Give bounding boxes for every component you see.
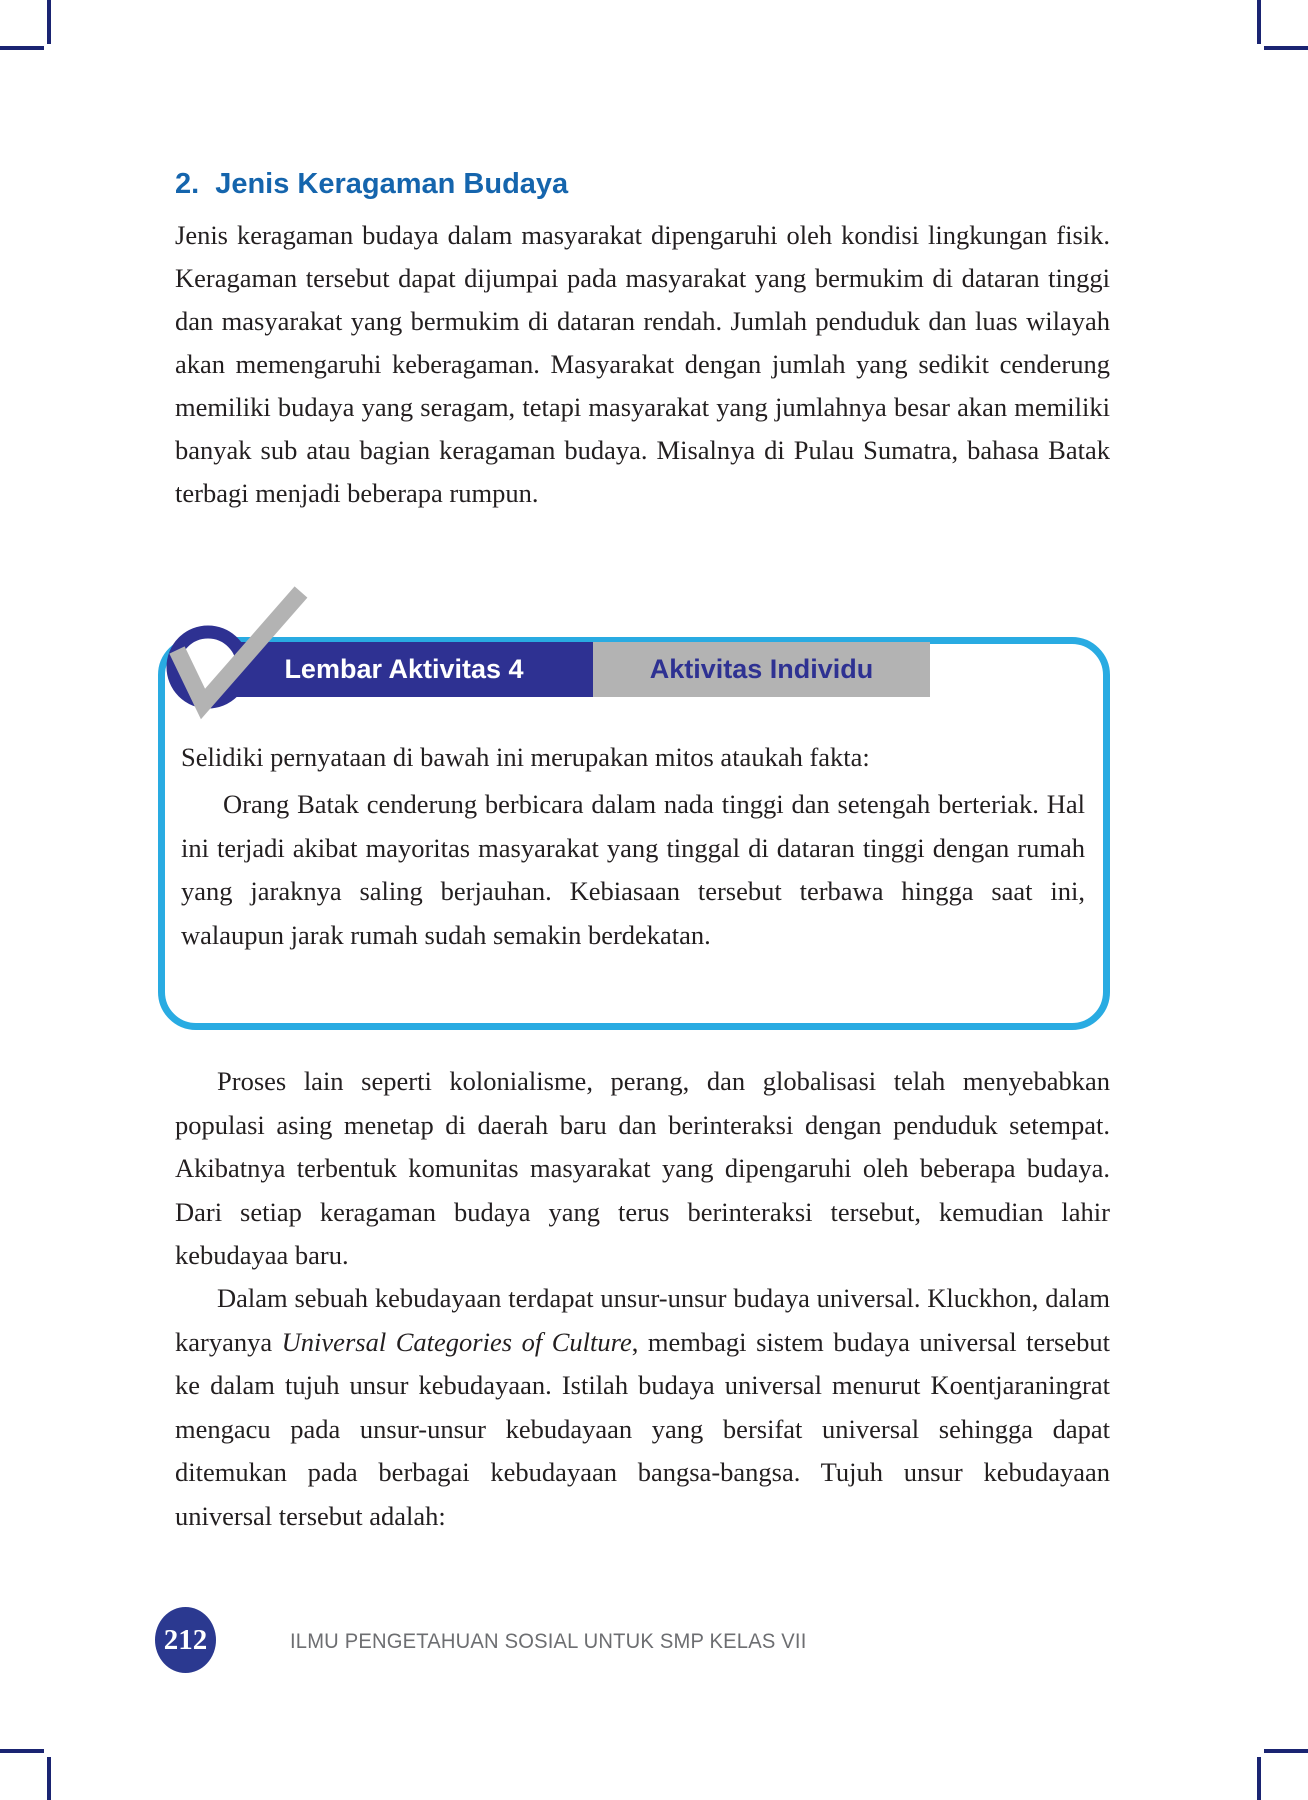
- activity-banner-primary-label: Lembar Aktivitas 4: [284, 654, 524, 684]
- page-number-badge: [155, 1607, 216, 1673]
- corner-mark-top-left: [47, 0, 51, 44]
- paragraph-unsur-budaya: [175, 1277, 1110, 1538]
- activity-statement: Orang Batak cenderung berbicara dalam nada tinggi dan setengah berteriak. Hal ini terjadi akibat mayoritas masyarakat yang tinggal di dataran tinggi dengan rumah yang jaraknya saling berjauhan. Kebiasaan tersebut terbawa hingga saat ini, walaupun jarak rumah sudah semakin berdekatan.: [181, 789, 1085, 950]
- section-heading: [175, 168, 1110, 201]
- corner-mark-bottom-left: [47, 1757, 51, 1800]
- activity-intro: Selidiki pernyataan di bawah ini merupakan mitos ataukah fakta:: [181, 742, 870, 772]
- section-title: Jenis Keragaman Budaya: [215, 168, 569, 200]
- book-title-italic: Universal Categories of Culture: [281, 1326, 632, 1357]
- footer-book-title: ILMU PENGETAHUAN SOSIAL UNTUK SMP KELAS VII: [290, 1630, 807, 1653]
- corner-mark-bottom-right: [1257, 1757, 1261, 1800]
- paragraph-proses-lain: Proses lain seperti kolonialisme, perang, dan globalisasi telah menyebabkan populasi asing menetap di daerah baru dan berinteraksi dengan penduduk setempat. Akibatnya terbentuk komunitas masyarakat yang dipengaruhi oleh beberapa budaya. Dari setiap keragaman budaya yang terus berinteraksi tersebut, kemudian lahir kebudayaa baru.: [175, 1066, 1110, 1270]
- activity-banner-secondary-label: Aktivitas Individu: [649, 654, 874, 684]
- check-circle-icon: [153, 582, 313, 724]
- page-number: 212: [163, 1623, 208, 1656]
- activity-banner: [215, 642, 930, 697]
- paragraph-jenis-keragaman: Jenis keragaman budaya dalam masyarakat dipengaruhi oleh kondisi lingkungan fisik. Keragaman tersebut dapat dijumpai pada masyarakat yang bermukim di dataran tinggi dan masyarakat yang bermukim di dataran rendah. Jumlah penduduk dan luas wilayah akan memengaruhi keberagaman. Masyarakat dengan jumlah yang sedikit cenderung memiliki budaya yang seragam, tetapi masyarakat yang jumlahnya besar akan memiliki banyak sub atau bagian keragaman budaya. Misalnya di Pulau Sumatra, bahasa Batak terbagi menjadi beberapa rumpun.: [175, 220, 1110, 508]
- corner-mark-top-left: [0, 46, 44, 50]
- paragraph-unsur-part2: , membagi sistem budaya universal tersebut ke dalam tujuh unsur kebudayaan. Istilah budaya universal menurut Koentjaraningrat mengacu pada unsur-unsur kebudayaan yang bersifat universal sehingga dapat ditemukan pada berbagai kebudayaan bangsa-bangsa. Tujuh unsur kebudayaan universal tersebut adalah:: [175, 1326, 1110, 1531]
- corner-mark-bottom-right: [1264, 1749, 1308, 1753]
- paragraph-unsur-part1: Dalam sebuah kebudayaan terdapat unsur-unsur budaya universal. Kluckhon, dalam karyanya: [175, 1283, 1110, 1357]
- section-number: 2.: [175, 168, 200, 200]
- corner-mark-bottom-left: [0, 1749, 44, 1753]
- corner-mark-top-right: [1257, 0, 1261, 44]
- corner-mark-top-right: [1264, 46, 1308, 50]
- activity-box: [158, 637, 1110, 1030]
- activity-banner-secondary: [593, 642, 930, 697]
